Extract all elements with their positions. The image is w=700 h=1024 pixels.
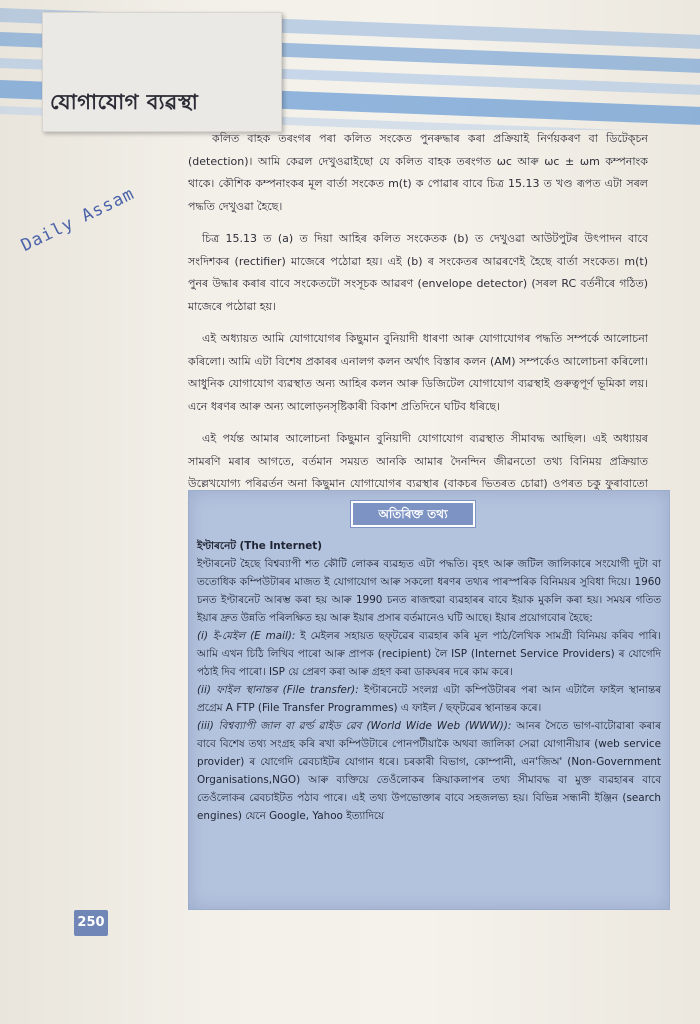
info-item-label: (iii) বিশ্বব্যাপী জাল বা ৱৰ্ল্ড ৱাইড ৱেব (World Wide Web (WWW)): [197,720,512,732]
info-box-heading: অতিৰিক্ত তথ্য [351,501,475,527]
watermark-text: Daily Assam [18,183,138,256]
info-item [197,627,661,681]
additional-info-box [188,490,670,910]
paragraph: কলিত বাহক তৰংগৰ পৰা কলিত সংকেত পুনৰুদ্ধাৰ কৰা প্ৰক্ৰিয়াই নিৰ্ণয়কৰণ বা ডিটেক্‌চন (detection)। আমি কেৱল দেখুওৱাইছো যে কলিত বাহক তৰংগত ωc আৰু ωc ± ωm কম্পনাংক থাকে। কৌশিক কম্পনাংকৰ মূল বাৰ্তা সংকেত m(t) ক পোৱাৰ বাবে চিত্ৰ 15.13 ত খণ্ড ৰূপত এটা সৰল পদ্ধতি দেখুওৱা হৈছে। [188,132,648,213]
info-item [197,717,661,825]
page-number: 250 [74,910,108,936]
paragraph: এই পৰ্যন্ত আমাৰ আলোচনা কিছুমান বুনিয়াদী যোগাযোগ ব্যৱস্থাত সীমাবদ্ধ আছিল। এই অধ্যায়ৰ সামৰণি মৰাৰ আগতে, বৰ্তমান সময়ত আনকি আমাৰ দৈনন্দিন জীৱনতো তথ্য বিনিময় প্ৰক্ৰিয়াত উল্লেখযোগ্য পৰিৱৰ্তন অনা কিছুমান যোগাযোগৰ ব্যৱস্থাৰ (বাকচৰ ভিতৰত চোৱা) ওপৰত চকু ফুৰাবাতো [188,432,648,490]
info-subheading: ইণ্টাৰনেট (The Internet) [197,540,323,552]
info-box-content [197,537,661,825]
info-item-text: ই মেইলৰ সহায়ত ছফ্‌টৱেৰ ব্যৱহাৰ কৰি মূল পাঠ/লৈখিক সামগ্ৰী বিনিময় কৰিব পাৰি। আমি এখন চিঠি লিখিব পাৰো আৰু প্ৰাপক (recipient) লৈ ISP (Internet Service Providers) ৰ যোগেদি পঠাই দিব পাৰো। ISP য়ে প্ৰেৰণ কৰা আৰু গ্ৰহণ কৰা ডাকঘৰৰ দৰে কাম কৰে। [197,630,661,678]
info-item-text: ইণ্টাৰনেটে সংলগ্ন এটা কম্পিউটাৰৰ পৰা আন এটালৈ ফাইল স্থানান্তৰ প্ৰগ্ৰেম A FTP (File Transfer Programmes) এ ফাইল / ছফ্‌টৱেৰ স্থানান্তৰ কৰে। [197,684,661,714]
chapter-title: যোগাযোগ ব্যৱস্থা [50,90,199,114]
info-item [197,681,661,717]
paragraph: চিত্ৰ 15.13 ত (a) ত দিয়া আহিৰ কলিত সংকেতক (b) ত দেখুওৱা আউটপুটৰ উৎপাদন বাবে সংদিশকৰ (rectifier) মাজেৰে পঠোৱা হয়। এই (b) ৰ সংকেতৰ আৱৰণেই হৈছে বাৰ্তা সংকেত। m(t) পুনৰ উদ্ধাৰ কৰাৰ বাবে সংকেতটো সংসূচক আৱৰণ (envelope detector) (সৰল RC বৰ্তনীৰে গঠিত) মাজেৰে পঠোৱা হয়। [188,232,648,313]
paragraph: এই অধ্যায়ত আমি যোগাযোগৰ কিছুমান বুনিয়াদী ধাৰণা আৰু যোগাযোগৰ পদ্ধতি সম্পৰ্কে আলোচনা কৰিলো। আমি এটা বিশেষ প্ৰকাৰৰ এনালগ কলন অৰ্থাৎ বিস্তাৰ কলন (AM) সম্পৰ্কেও আলোচনা কৰিলো। আধুনিক যোগাযোগ ব্যৱস্থাত অন্য আহিৰ কলন আৰু ডিজিটেল যোগাযোগ ব্যৱস্থাই গুৰুত্বপূৰ্ণ ভূমিকা লয়। এনে ধৰণৰ আৰু অন্য আলোড়নসৃষ্টিকাৰী বিকাশ প্ৰতিদিনে ঘটিব ধৰিছে। [188,332,648,413]
info-item-label: (i) ই-মেইল (E mail): [197,630,296,642]
info-intro: ইণ্টাৰনেট হৈছে বিশ্বব্যাপী শত কৌটি লোকৰ ব্যৱহৃত এটা পদ্ধতি। বৃহৎ আৰু জটিল জালিকাৰে সংযোগী দুটা বা ততোধিক কম্পিউটাৰৰ মাজত ই যোগাযোগ আৰু সকলো ধৰণৰ তথ্যৰ পাৰস্পৰিক বিনিময়ৰ সুবিধা দিয়ে। 1960 চনত ইণ্টাৰনেট আৰম্ভ কৰা হয় আৰু 1990 চনত ৰাজহুৱা ব্যৱহাৰৰ বাবে ইয়াক মুকলি কৰা হয়। সময়ৰ গতিত ইয়াৰ দ্ৰুত উন্নতি পৰিলক্ষিত হয় আৰু ইয়াৰ প্ৰসাৰ বৰ্তমানেও ঘটি আছে। ইয়াৰ প্ৰয়োগবোৰ হৈছে: [197,558,661,624]
main-text [188,128,648,528]
info-item-text: আনৰ সৈতে ভাগ-বাটোৱাৰা কৰাৰ বাবে বিশেষ তথ্য সংগ্ৰহ কৰি ৰখা কম্পিউটাৰে পোনপটীয়াকৈ অথবা জালিকা সেৱা যোগানীয়াৰ (web service provider) ৰ যোগেদি ৱেবচাইটৰ যোগান ধৰে। চৰকাৰী বিভাগ, কোম্পানী, এন'জিঅ' (Non-Government Organisations,NGO) আৰু ব্যক্তিয়ে তেওঁলোকৰ ক্ৰিয়াকলাপৰ তথ্য সীমাবদ্ধ বা মুক্ত ব্যৱহাৰৰ বাবে তেওঁলোকৰ ৱেবচাইটত পঠাব পাৰে। এই তথ্য উপভোক্তাৰ বাবে সহজলভ্য হয়। বিভিন্ন সন্ধানী ইঞ্জিন (search engines) যেনে Google, Yahoo ইত্যাদিয়ে [197,720,661,822]
info-item-label: (ii) ফাইল স্থানান্তৰ (File transfer): [197,684,359,696]
